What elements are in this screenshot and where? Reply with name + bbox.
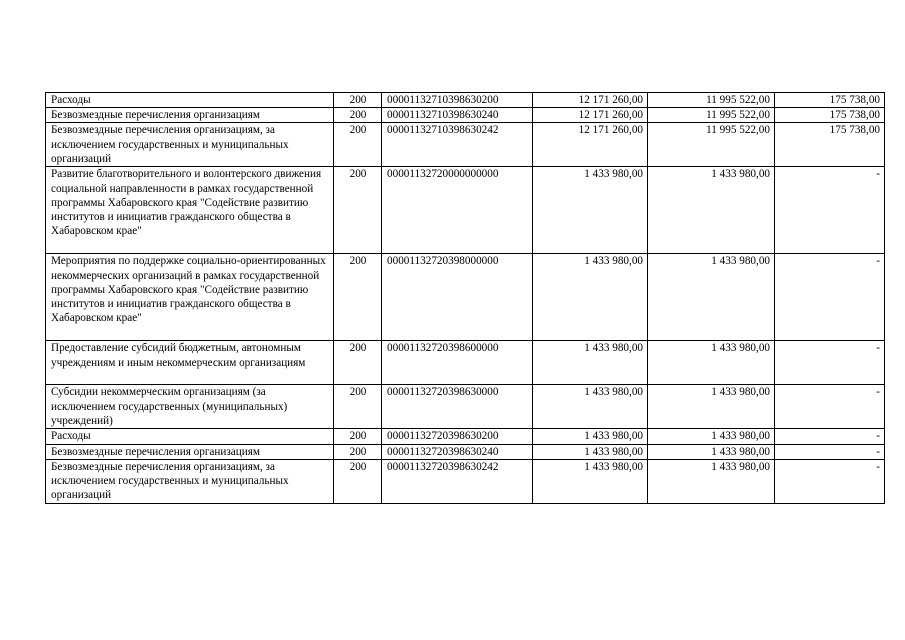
- row-line-code: 200: [334, 459, 382, 503]
- row-approved-amount: 1 433 980,00: [533, 429, 648, 444]
- row-line-code: 200: [334, 254, 382, 341]
- row-unexecuted-amount: -: [775, 341, 885, 385]
- row-approved-amount: 1 433 980,00: [533, 254, 648, 341]
- row-approved-amount: 1 433 980,00: [533, 444, 648, 459]
- row-approved-amount: 12 171 260,00: [533, 93, 648, 108]
- row-name: Безвозмездные перечисления организациям: [46, 444, 334, 459]
- row-line-code: 200: [334, 444, 382, 459]
- row-executed-amount: 11 995 522,00: [648, 108, 775, 123]
- row-name: Субсидии некоммерческим организациям (за исключением государственных (муниципальных) учреждений): [46, 385, 334, 429]
- row-executed-amount: 1 433 980,00: [648, 444, 775, 459]
- row-line-code: 200: [334, 123, 382, 167]
- row-budget-code: 00001132720000000000: [382, 167, 533, 254]
- row-unexecuted-amount: 175 738,00: [775, 108, 885, 123]
- row-budget-code: 00001132720398600000: [382, 341, 533, 385]
- table-row: [46, 93, 885, 108]
- row-name: Расходы: [46, 93, 334, 108]
- row-name: Развитие благотворительного и волонтерского движения социальной направленности в рамках государственной программы Хабаровского края "Содействие развитию институтов и инициатив гражданского общества в Хабаровском крае": [46, 167, 334, 254]
- row-budget-code: 00001132720398630240: [382, 444, 533, 459]
- row-budget-code: 00001132720398000000: [382, 254, 533, 341]
- row-name: Безвозмездные перечисления организациям, за исключением государственных и муниципальных организаций: [46, 123, 334, 167]
- row-approved-amount: 12 171 260,00: [533, 108, 648, 123]
- row-name: Расходы: [46, 429, 334, 444]
- row-line-code: 200: [334, 429, 382, 444]
- row-name: Безвозмездные перечисления организациям: [46, 108, 334, 123]
- row-approved-amount: 1 433 980,00: [533, 385, 648, 429]
- row-executed-amount: 1 433 980,00: [648, 341, 775, 385]
- table-row: [46, 123, 885, 167]
- row-approved-amount: 12 171 260,00: [533, 123, 648, 167]
- row-unexecuted-amount: -: [775, 444, 885, 459]
- row-executed-amount: 1 433 980,00: [648, 385, 775, 429]
- row-budget-code: 00001132710398630200: [382, 93, 533, 108]
- row-unexecuted-amount: -: [775, 459, 885, 503]
- row-approved-amount: 1 433 980,00: [533, 459, 648, 503]
- row-line-code: 200: [334, 93, 382, 108]
- row-approved-amount: 1 433 980,00: [533, 341, 648, 385]
- row-executed-amount: 11 995 522,00: [648, 123, 775, 167]
- table-row: [46, 108, 885, 123]
- row-executed-amount: 1 433 980,00: [648, 254, 775, 341]
- row-executed-amount: 1 433 980,00: [648, 459, 775, 503]
- row-budget-code: 00001132710398630242: [382, 123, 533, 167]
- row-unexecuted-amount: 175 738,00: [775, 123, 885, 167]
- row-budget-code: 00001132720398630200: [382, 429, 533, 444]
- row-line-code: 200: [334, 385, 382, 429]
- row-name: Мероприятия по поддержке социально-ориентированных некоммерческих организаций в рамках государственной программы Хабаровского края "Содействие развитию институтов и инициатив гражданского общества в Хабаровском крае": [46, 254, 334, 341]
- row-budget-code: 00001132710398630240: [382, 108, 533, 123]
- table-row: [46, 385, 885, 429]
- row-line-code: 200: [334, 167, 382, 254]
- row-line-code: 200: [334, 341, 382, 385]
- row-approved-amount: 1 433 980,00: [533, 167, 648, 254]
- row-unexecuted-amount: -: [775, 167, 885, 254]
- row-line-code: 200: [334, 108, 382, 123]
- row-name: Предоставление субсидий бюджетным, автономным учреждениям и иным некоммерческим организациям: [46, 341, 334, 385]
- row-budget-code: 00001132720398630000: [382, 385, 533, 429]
- budget-execution-table: [45, 92, 885, 504]
- row-unexecuted-amount: -: [775, 385, 885, 429]
- row-budget-code: 00001132720398630242: [382, 459, 533, 503]
- table-row: [46, 429, 885, 444]
- row-unexecuted-amount: 175 738,00: [775, 93, 885, 108]
- row-executed-amount: 1 433 980,00: [648, 429, 775, 444]
- table-row: [46, 254, 885, 341]
- table-row: [46, 459, 885, 503]
- row-name: Безвозмездные перечисления организациям, за исключением государственных и муниципальных организаций: [46, 459, 334, 503]
- table-row: [46, 444, 885, 459]
- row-unexecuted-amount: -: [775, 429, 885, 444]
- row-executed-amount: 1 433 980,00: [648, 167, 775, 254]
- table-row: [46, 167, 885, 254]
- row-unexecuted-amount: -: [775, 254, 885, 341]
- row-executed-amount: 11 995 522,00: [648, 93, 775, 108]
- table-row: [46, 341, 885, 385]
